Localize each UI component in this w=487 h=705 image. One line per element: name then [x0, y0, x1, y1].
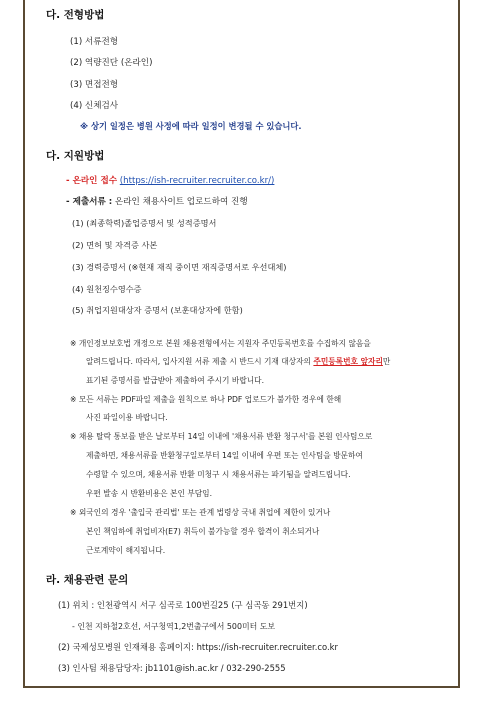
contact-location: (1) 위치 : 인천광역시 서구 심곡로 100번길25 (구 심곡동 291번지): [58, 600, 308, 610]
step-2: (2) 역량진단 (온라인): [70, 58, 153, 68]
privacy-note-line3: 표기된 증명서를 발급받아 제출하여 주시기 바랍니다.: [86, 376, 265, 385]
foreigner-note-line3: 근로계약이 해지됩니다.: [86, 546, 166, 555]
return-note-line1: ※ 채용 탈락 통보를 받은 날로부터 14일 이내에 '채용서류 반환 청구서'를 본원 인사팀으로: [70, 432, 373, 441]
recruit-site-link[interactable]: (https://ish-recruiter.recruiter.co.kr/): [119, 176, 275, 186]
doc-item-4: (4) 원천징수영수증: [72, 284, 142, 294]
return-note-line2: 제출하면, 채용서류를 반환청구일로부터 14일 이내에 우편 또는 인사팀을 방문하여: [86, 451, 363, 460]
online-apply-line: - 온라인 접수 (https://ish-recruiter.recruiter.co.kr/): [66, 176, 275, 186]
contact-hr: (3) 인사팀 채용담당자: jb1101@ish.ac.kr / 032-290-2555: [58, 663, 286, 673]
online-apply-label: 온라인 접수: [72, 176, 118, 186]
foreigner-note-line1: ※ 외국인의 경우 '출입국 관리법' 또는 관계 법령상 국내 취업에 제한이 있거나: [70, 508, 331, 517]
section-heading-selection: 다. 전형방법: [46, 9, 105, 21]
foreigner-note-line2: 본인 책임하에 취업비자(E7) 취득이 불가능할 경우 합격이 취소되거나: [86, 527, 320, 536]
doc-item-2: (2) 면허 및 자격증 사본: [72, 240, 158, 250]
privacy-note-line1: ※ 개인정보보호법 개정으로 본원 채용전형에서는 지원자 주민등록번호를 수집하지 않음을: [70, 339, 371, 348]
resident-number-emphasis: 주민등록번호 앞자리: [313, 357, 383, 366]
privacy-note-line2: 알려드립니다. 따라서, 입사지원 서류 제출 시 반드시 기재 대상자의 주민등록번호 앞자리만: [86, 357, 391, 366]
doc-item-1: (1) (최종학력)졸업증명서 및 성적증명서: [72, 218, 217, 228]
doc-item-5: (5) 취업지원대상자 증명서 (보훈대상자에 한함): [72, 305, 243, 315]
step-3: (3) 면접전형: [70, 80, 119, 90]
return-note-line3: 수령할 수 있으며, 채용서류 반환 미청구 시 채용서류는 파기됨을 알려드립니다.: [86, 470, 351, 479]
documents-line: - 제출서류 : 온라인 채용사이트 업로드하여 진행: [66, 197, 248, 207]
doc-item-3: (3) 경력증명서 (※현재 재직 중이면 재직증명서로 우선대체): [72, 262, 287, 272]
schedule-notice: ※ 상기 일정은 병원 사정에 따라 일정이 변경될 수 있습니다.: [80, 121, 302, 131]
section-heading-contact: 라. 채용관련 문의: [46, 574, 129, 586]
step-1: (1) 서류전형: [70, 37, 119, 47]
pdf-note-line2: 사진 파일이용 바랍니다.: [86, 413, 168, 422]
contact-directions: - 인천 지하철2호선, 서구청역1,2번출구에서 500미터 도보: [72, 622, 275, 631]
section-heading-apply: 다. 지원방법: [46, 150, 105, 162]
pdf-note-line1: ※ 모든 서류는 PDF파일 제출을 원칙으로 하나 PDF 업로드가 불가한 경우에 한해: [70, 395, 342, 404]
contact-homepage: (2) 국제성모병원 인재채용 홈페이지: https://ish-recruiter.recruiter.co.kr: [58, 642, 338, 652]
documents-label: 제출서류 :: [72, 197, 113, 207]
step-4: (4) 신체검사: [70, 101, 119, 111]
return-note-line4: 우편 발송 시 반환비용은 본인 부담임.: [86, 489, 213, 498]
